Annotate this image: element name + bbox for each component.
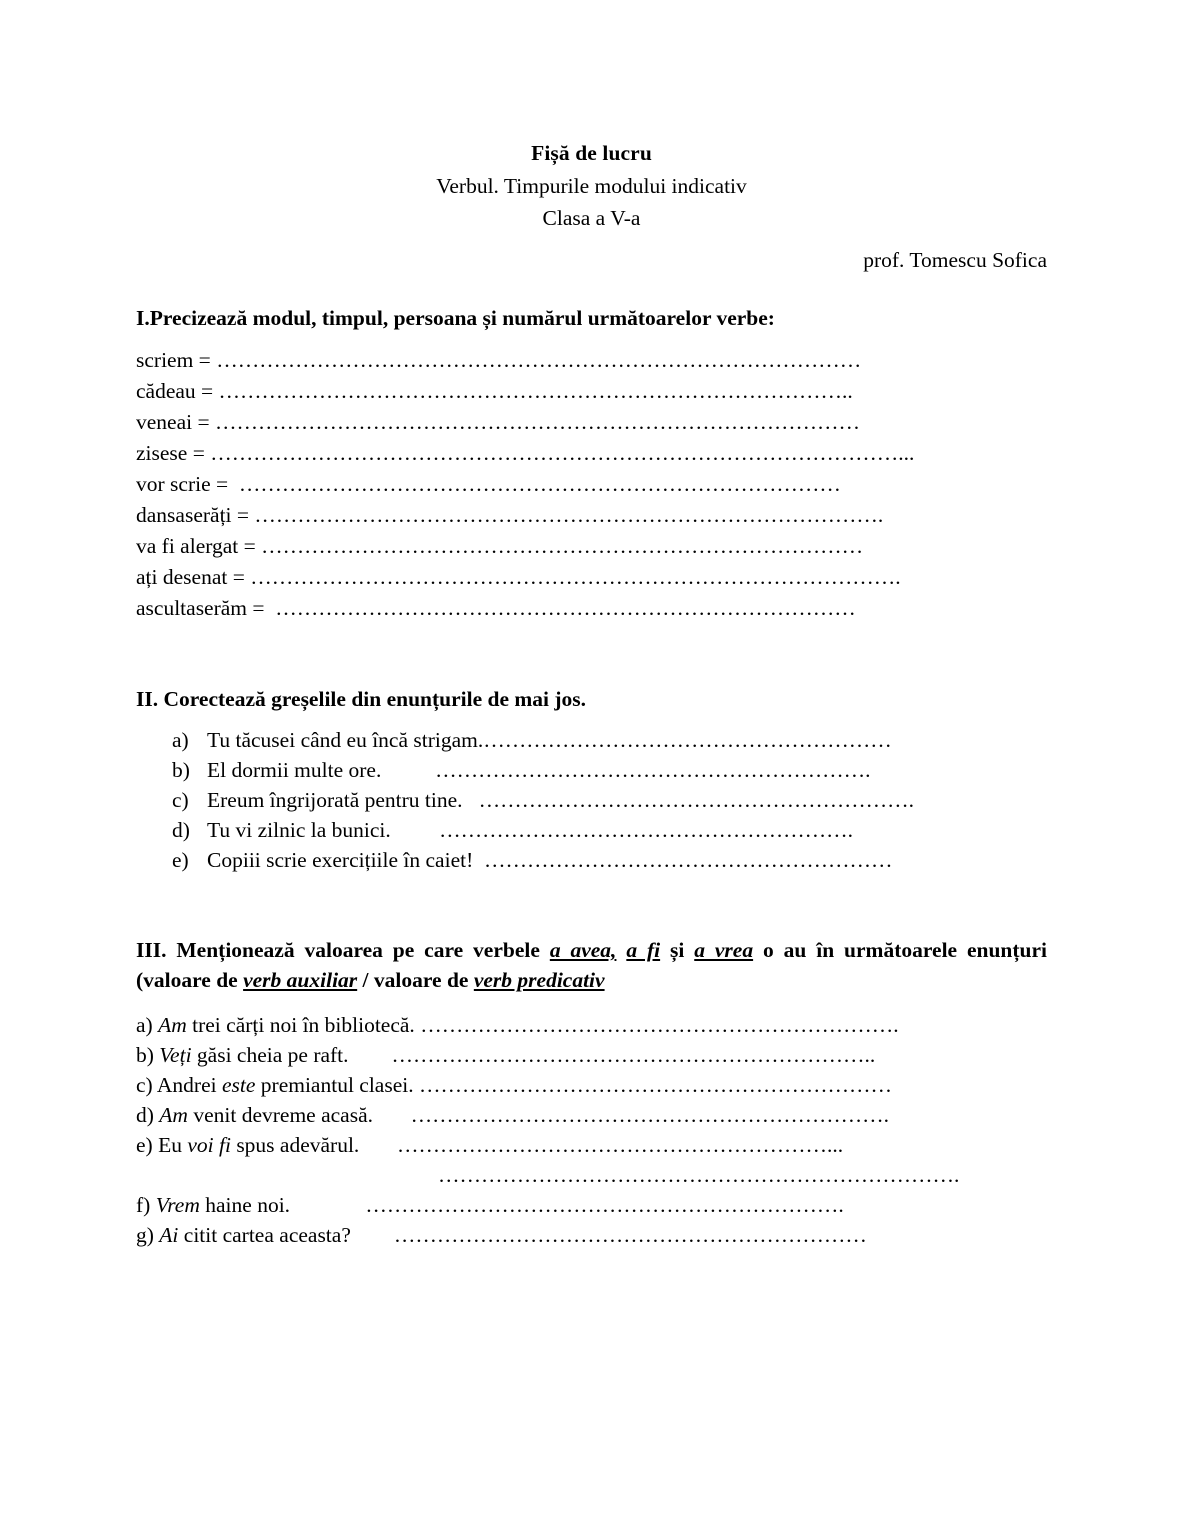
item-prefix: a)	[136, 1013, 159, 1038]
sentence-text	[136, 1045, 349, 1067]
answer-blank[interactable]: …………………………………………………	[484, 850, 893, 872]
spacer	[351, 1225, 394, 1247]
spacer	[373, 1105, 411, 1127]
list-marker: a)	[172, 728, 189, 752]
item-rest: citit cartea aceasta?	[178, 1223, 351, 1248]
spacer	[473, 850, 484, 872]
emphasis-verb: Ai	[159, 1223, 179, 1248]
list-item	[136, 471, 1047, 505]
answer-blank[interactable]: ……………………………………………………………………………………...	[210, 442, 915, 464]
verb-label: ați desenat =	[136, 564, 251, 589]
section-3-heading-part: III. Menționează valoarea pe care verbele	[136, 938, 550, 962]
emphasis-verb: Vrem	[155, 1193, 200, 1218]
document-author: prof. Tomescu Sofica	[863, 247, 1047, 272]
answer-blank[interactable]: ……………………………………………………………………………….	[250, 566, 901, 588]
item-prefix: b)	[136, 1043, 160, 1068]
verb-label: ascultaserăm =	[136, 595, 276, 620]
list-item	[136, 1195, 1047, 1225]
spacer	[381, 760, 435, 782]
verb-label: zisese =	[136, 440, 211, 465]
answer-blank[interactable]: ……………………………………………………………………………..	[218, 380, 853, 402]
list-item	[136, 850, 1047, 880]
item-prefix: d)	[136, 1103, 160, 1128]
item-prefix: g)	[136, 1223, 160, 1248]
item-rest: venit devreme acasă.	[187, 1103, 374, 1128]
verb-label: va fi alergat =	[136, 533, 262, 558]
item-rest: spus adevărul.	[230, 1133, 360, 1158]
answer-blank[interactable]: ………………………………………………………….	[365, 1195, 844, 1217]
answer-blank[interactable]: ……………………………………………………………….	[438, 1165, 960, 1188]
section-1-heading: I.Precizează modul, timpul, persoana și numărul următoarelor verbe:	[136, 306, 775, 330]
answer-blank[interactable]: ………………………………………………………………………	[275, 597, 856, 619]
sentence-text: Copiii scrie exercițiile în caiet!	[207, 848, 474, 872]
emphasis-verb-predicativ: verb predicativ	[473, 968, 605, 993]
list-marker: b)	[172, 758, 190, 782]
answer-blank[interactable]: …………………………………………………….	[478, 790, 915, 812]
list-item	[136, 820, 1047, 850]
emphasis-verb: Veți	[159, 1043, 192, 1068]
list-item	[136, 1105, 1047, 1135]
list-item	[136, 502, 1047, 536]
section-1-verb-list	[136, 347, 1047, 629]
document-class: Clasa a V-a	[542, 206, 641, 230]
sentence-text: Tu tăcusei când eu încă strigam.	[207, 728, 484, 752]
sentence-text: El dormii multe ore.	[207, 758, 382, 782]
list-item	[136, 347, 1047, 381]
answer-blank[interactable]: …………………………………………………………..	[391, 1045, 876, 1067]
list-item	[136, 1225, 1047, 1255]
answer-blank[interactable]: …………………………………………………….	[435, 760, 871, 782]
list-marker: d)	[172, 818, 190, 842]
answer-blank[interactable]: ………………………………………………….	[439, 820, 853, 842]
document-subtitle: Verbul. Timpurile modului indicativ	[436, 173, 747, 198]
answer-blank[interactable]: …………………………………………………………	[419, 1075, 892, 1097]
emphasis-a-avea: a avea,	[549, 938, 617, 962]
spacer	[349, 1045, 392, 1067]
section-3-heading-part: / valoare de	[357, 968, 474, 993]
section-3-list	[136, 1015, 1047, 1255]
list-item	[136, 1045, 1047, 1075]
answer-blank[interactable]: …………………………………………………………………………	[238, 473, 841, 495]
list-item	[136, 790, 1047, 820]
list-item	[136, 533, 1047, 567]
item-prefix: c) Andrei	[136, 1073, 222, 1098]
list-item	[136, 440, 1047, 474]
item-prefix: e) Eu	[136, 1133, 188, 1158]
section-3-heading-part	[616, 938, 626, 962]
list-marker: e)	[172, 848, 189, 872]
answer-blank[interactable]: ………………………………………………………………………………	[216, 349, 862, 371]
answer-blank[interactable]: …………………………………………………………………………	[261, 535, 864, 557]
spacer	[463, 790, 479, 812]
answer-blank[interactable]: ……………………………………………………...	[396, 1135, 844, 1157]
item-prefix: f)	[136, 1193, 156, 1218]
continuation-line	[136, 1165, 1047, 1195]
answer-blank[interactable]: …………………………………………………………………………….	[254, 504, 884, 526]
emphasis-verb: este	[221, 1073, 256, 1098]
sentence-text: Tu vi zilnic la bunici.	[207, 818, 391, 842]
item-rest: premiantul clasei.	[255, 1073, 414, 1098]
sentence-text	[136, 1015, 415, 1037]
list-item	[136, 564, 1047, 598]
spacer	[290, 1195, 365, 1217]
document-content	[136, 0, 1047, 1255]
list-item	[136, 730, 1047, 760]
sentence-text: Ereum îngrijorată pentru tine.	[207, 788, 463, 812]
list-item	[136, 378, 1047, 412]
answer-blank[interactable]: ………………………………………………………….	[410, 1105, 890, 1127]
sentence-text	[136, 1075, 414, 1097]
sentence-text	[136, 1195, 290, 1217]
emphasis-verb: voi fi	[187, 1133, 231, 1158]
list-marker: c)	[172, 788, 189, 812]
sentence-text	[136, 1105, 373, 1127]
sentence-text	[136, 1225, 351, 1247]
spacer	[391, 820, 439, 842]
verb-label: dansaserăți =	[136, 502, 255, 527]
emphasis-verb-auxiliar: verb auxiliar	[243, 968, 358, 993]
section-3-heading-part: și	[660, 938, 695, 962]
list-item	[136, 1075, 1047, 1105]
spacer	[359, 1135, 397, 1157]
emphasis-a-fi: a fi	[626, 938, 661, 962]
item-rest: haine noi.	[199, 1193, 291, 1218]
section-3-heading	[136, 935, 1047, 995]
list-item	[136, 409, 1047, 443]
verb-label: vor scrie =	[136, 471, 239, 496]
spacer	[136, 1165, 438, 1195]
emphasis-verb: Am	[158, 1013, 187, 1038]
answer-blank[interactable]: …………………………………………………	[483, 730, 892, 752]
item-rest: găsi cheia pe raft.	[191, 1043, 349, 1068]
emphasis-verb: Am	[159, 1103, 188, 1128]
page-title: Fișă de lucru	[531, 141, 652, 165]
sentence-text	[136, 1135, 359, 1157]
list-item	[136, 1015, 1047, 1045]
section-2-list	[136, 730, 1047, 880]
answer-blank[interactable]: …………………………………………………………	[393, 1225, 867, 1247]
verb-label: scriem =	[136, 347, 217, 372]
answer-blank[interactable]: ………………………………………………………………………………	[214, 411, 860, 433]
section-2-heading: II. Corectează greșelile din enunțurile de mai jos.	[136, 686, 587, 711]
section-3-heading-part: o au în următoarele enunțuri (valoare de	[136, 938, 1048, 993]
answer-blank[interactable]: ………………………………………………………….	[420, 1015, 899, 1037]
verb-label: veneai =	[136, 409, 215, 434]
emphasis-a-vrea: a vrea	[694, 938, 754, 962]
list-item	[136, 760, 1047, 790]
item-rest: trei cărți noi în bibliotecă.	[186, 1013, 415, 1038]
list-item	[136, 1135, 1047, 1165]
verb-label: cădeau =	[136, 378, 219, 403]
list-item	[136, 595, 1047, 629]
